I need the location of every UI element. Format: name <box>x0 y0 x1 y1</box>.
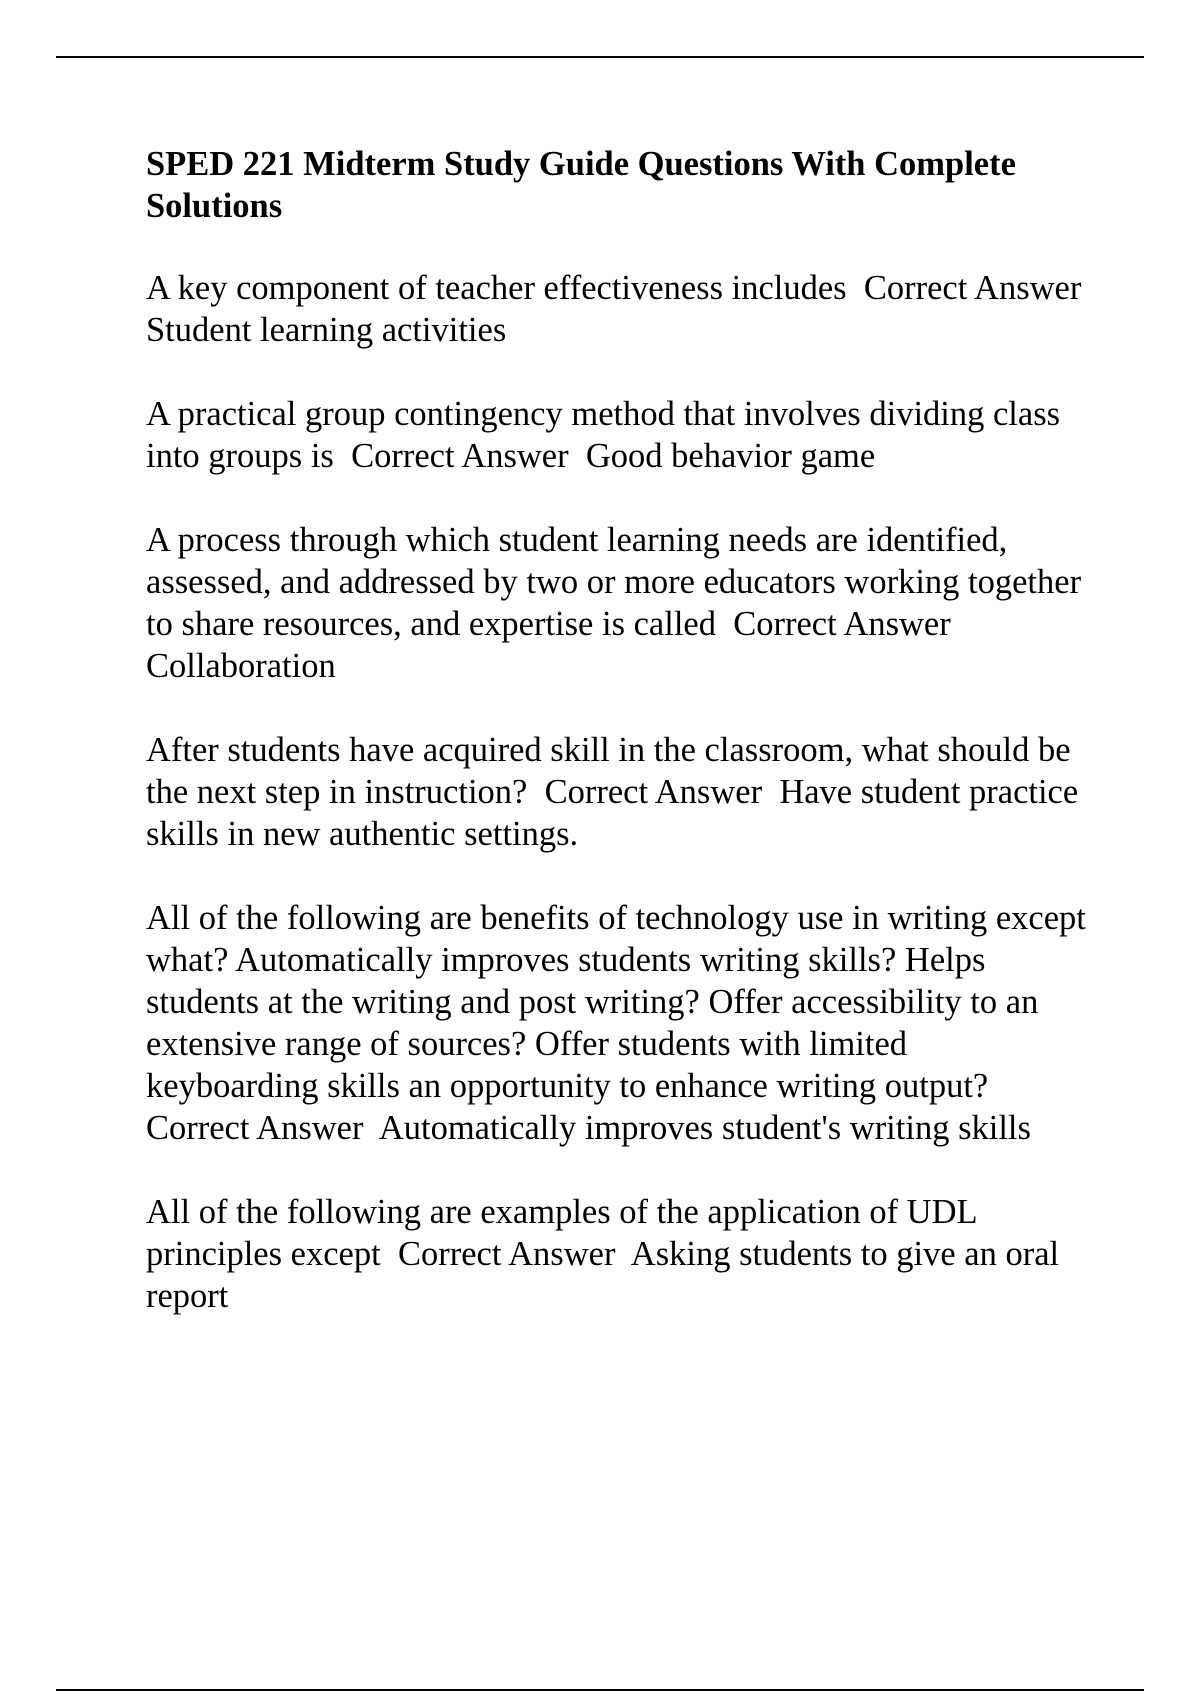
qa-entry <box>146 897 1095 1149</box>
answer-label: Correct Answer <box>863 269 1082 307</box>
document-body <box>146 143 1095 1359</box>
question-text: All of the following are examples of the application of UDL principles except <box>146 1193 985 1273</box>
answer-text: Student learning activities <box>146 311 507 349</box>
qa-entry <box>146 1191 1086 1317</box>
qa-entry <box>146 519 1090 687</box>
answer-label: Correct Answer <box>733 605 951 643</box>
answer-text: Automatically improves student's writing skills <box>378 1109 1031 1147</box>
answer-text: Collaboration <box>146 647 336 685</box>
answer-label: Correct Answer <box>544 773 763 811</box>
answer-text: Asking students to give an oral report <box>146 1235 1068 1315</box>
bottom-rule <box>56 1689 1144 1691</box>
document-title: SPED 221 Midterm Study Guide Questions With Complete Solutions <box>146 145 1016 225</box>
answer-label: Correct Answer <box>146 1109 364 1147</box>
question-text: A process through which student learning needs are identified, assessed, and addressed by two or more educators working together to share resources, and expertise is called <box>146 521 1090 643</box>
answer-label: Correct Answer <box>351 437 569 475</box>
question-text: A key component of teacher effectiveness includes <box>146 269 847 307</box>
answer-text: Good behavior game <box>585 437 876 475</box>
qa-entry <box>146 267 1086 351</box>
top-rule <box>56 56 1144 58</box>
question-text: A practical group contingency method that involves dividing class into groups is <box>146 395 1069 475</box>
question-text: All of the following are benefits of technology use in writing except what? Automatically improves students writing skills? Helps students at the writing and post writing? Offer accessibility to an extensive range of sources? Offer students with limited keyboarding skills an opportunity to enhance writing output? <box>146 899 1095 1105</box>
qa-entry <box>146 393 1086 477</box>
qa-entry <box>146 729 1086 855</box>
answer-text: Have student practice skills in new authentic settings. <box>146 773 1087 853</box>
question-text: After students have acquired skill in the classroom, what should be the next step in instruction? <box>146 731 1080 811</box>
answer-label: Correct Answer <box>397 1235 616 1273</box>
